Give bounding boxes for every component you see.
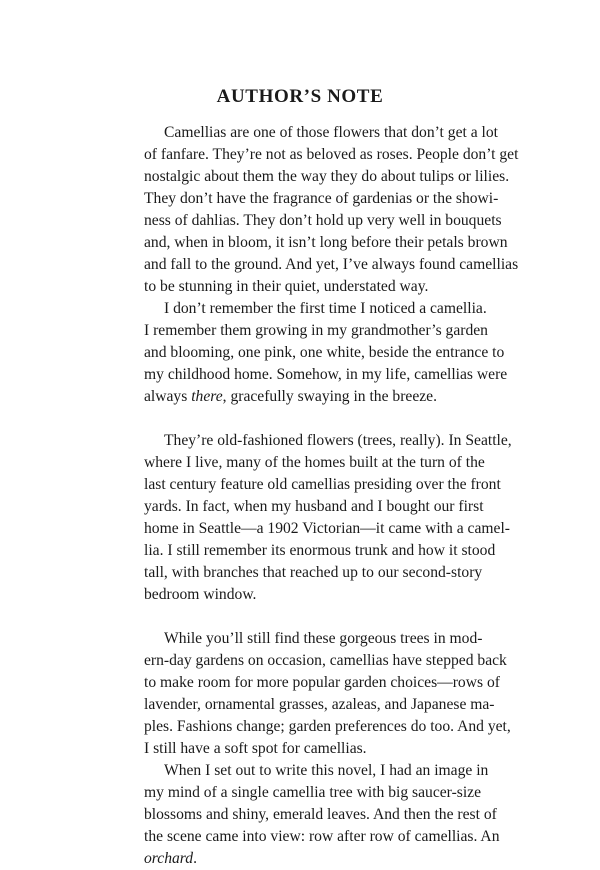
paragraph: [144, 628, 511, 760]
text-line: They don’t have the fragrance of gardenias or the showi-: [144, 190, 499, 207]
text-line: orchard.: [144, 850, 197, 867]
text-line: always there, gracefully swaying in the breeze.: [144, 388, 437, 405]
text-line: lavender, ornamental grasses, azaleas, and Japanese ma-: [144, 696, 495, 713]
text-line: ness of dahlias. They don’t hold up very well in bouquets: [144, 212, 502, 229]
text-line: I still have a soft spot for camellias.: [144, 740, 367, 757]
paragraph: [144, 122, 519, 298]
text-line: of fanfare. They’re not as beloved as roses. People don’t get: [144, 146, 519, 163]
text-line: blossoms and shiny, emerald leaves. And then the rest of: [144, 806, 497, 823]
text-line: I don’t remember the first time I noticed a camellia.: [164, 300, 487, 317]
body-text: [144, 122, 519, 870]
text-line: to be stunning in their quiet, understated way.: [144, 278, 429, 295]
text-line: home in Seattle—a 1902 Victorian—it came with a camel-: [144, 520, 510, 537]
text-line: my childhood home. Somehow, in my life, camellias were: [144, 366, 508, 383]
paragraph: [144, 760, 500, 870]
text-line: my mind of a single camellia tree with big saucer-size: [144, 784, 482, 801]
text-line: ern-day gardens on occasion, camellias have stepped back: [144, 652, 507, 669]
paragraph: [144, 298, 508, 408]
text-line: lia. I still remember its enormous trunk and how it stood: [144, 542, 496, 559]
text-line: last century feature old camellias presiding over the front: [144, 476, 501, 493]
text-line: I remember them growing in my grandmother’s garden: [144, 322, 488, 339]
text-line: Camellias are one of those flowers that don’t get a lot: [164, 124, 499, 141]
text-line: and fall to the ground. And yet, I’ve always found camellias: [144, 256, 519, 273]
text-line: They’re old-fashioned flowers (trees, really). In Seattle,: [164, 432, 512, 449]
text-line: to make room for more popular garden choices—rows of: [144, 674, 500, 691]
text-line: tall, with branches that reached up to our second-story: [144, 564, 483, 581]
paragraph-gap: [144, 408, 460, 430]
paragraph-gap: [144, 606, 460, 628]
text-line: yards. In fact, when my husband and I bought our first: [144, 498, 484, 515]
text-line: While you’ll still find these gorgeous trees in mod-: [164, 630, 483, 647]
text-line: nostalgic about them the way they do about tulips or lilies.: [144, 168, 510, 185]
page-title: AUTHOR’S NOTE: [216, 86, 384, 107]
text-line: the scene came into view: row after row of camellias. An: [144, 828, 500, 845]
paragraph: [144, 430, 512, 606]
text-line: ples. Fashions change; garden preferences do too. And yet,: [144, 718, 511, 735]
text-line: When I set out to write this novel, I had an image in: [164, 762, 489, 779]
text-line: and blooming, one pink, one white, beside the entrance to: [144, 344, 505, 361]
text-line: where I live, many of the homes built at the turn of the: [144, 454, 485, 471]
text-line: bedroom window.: [144, 586, 257, 603]
text-line: and, when in bloom, it isn’t long before their petals brown: [144, 234, 508, 251]
